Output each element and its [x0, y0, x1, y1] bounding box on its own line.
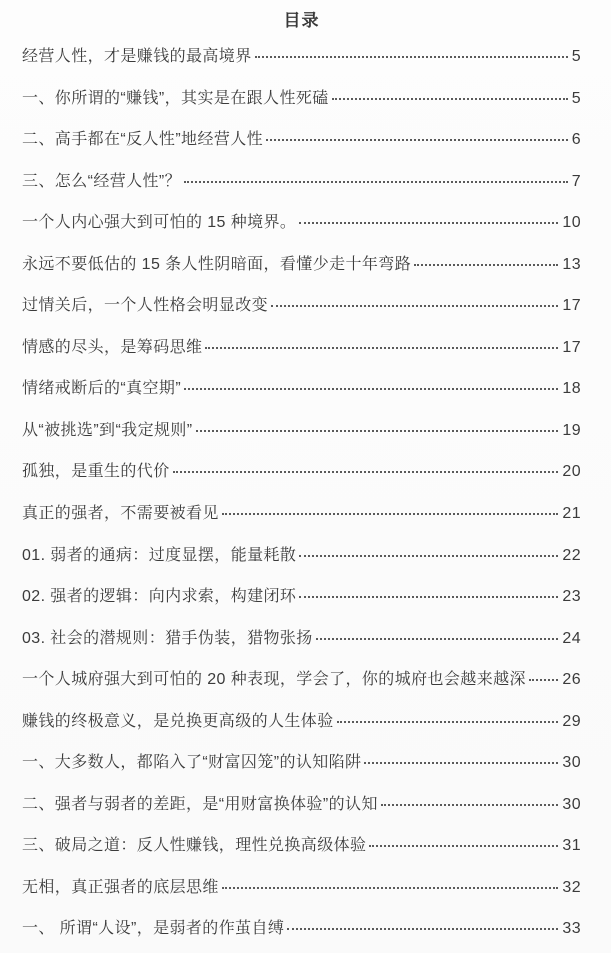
- dot-leader: [287, 928, 558, 930]
- toc-entry-page-number: 29: [562, 712, 581, 730]
- toc-entry-page-number: 13: [562, 255, 581, 273]
- toc-entry[interactable]: [22, 493, 581, 535]
- toc-entry-title: 一个人城府强大到可怕的 20 种表现，学会了，你的城府也会越来越深: [22, 671, 526, 689]
- dot-leader: [205, 347, 558, 349]
- dot-leader: [299, 555, 558, 557]
- dot-leader: [381, 804, 559, 806]
- toc-entry-page-number: 22: [562, 546, 581, 564]
- dot-leader: [173, 471, 559, 473]
- dot-leader: [369, 845, 558, 847]
- toc-entry-page-number: 33: [562, 920, 581, 938]
- toc-entry-page-number: 26: [562, 671, 581, 689]
- toc-entry[interactable]: [22, 36, 581, 78]
- toc-entry-title: 一、你所谓的“赚钱”，其实是在跟人性死磕: [22, 89, 329, 107]
- toc-entry-title: 永远不要低估的 15 条人性阴暗面，看懂少走十年弯路: [22, 255, 412, 273]
- toc-entry-page-number: 30: [562, 754, 581, 772]
- toc-entry-page-number: 5: [571, 89, 581, 107]
- toc-entry-page-number: 24: [562, 629, 581, 647]
- toc-entry-page-number: 17: [562, 297, 581, 315]
- toc-entry-title: 经营人性，才是赚钱的最高境界: [22, 48, 252, 65]
- toc-entry[interactable]: [22, 410, 581, 452]
- dot-leader: [222, 887, 559, 889]
- toc-entry[interactable]: [22, 244, 581, 286]
- toc-entry-title: 一、 所谓“人设”，是弱者的作茧自缚: [22, 920, 285, 938]
- toc-entry-title: 一个人内心强大到可怕的 15 种境界。: [22, 214, 297, 232]
- toc-entry-title: 03. 社会的潜规则：猎手伪装，猎物张扬: [22, 629, 313, 647]
- toc-entry-page-number: 10: [562, 214, 581, 232]
- dot-leader: [255, 56, 568, 58]
- toc-entry-page-number: 6: [571, 131, 581, 149]
- toc-entry-title: 一、大多数人，都陷入了“财富囚笼”的认知陷阱: [22, 754, 362, 772]
- toc-entry-page-number: 7: [571, 172, 581, 190]
- toc-entry-page-number: 5: [571, 48, 581, 65]
- toc-entry[interactable]: [22, 78, 581, 120]
- toc-entry-title: 真正的强者，不需要被看见: [22, 505, 219, 523]
- toc-entry[interactable]: [22, 825, 581, 867]
- toc-entry[interactable]: [22, 368, 581, 410]
- toc-entry[interactable]: [22, 119, 581, 161]
- toc-entry-title: 二、高手都在“反人性”地经营人性: [22, 131, 264, 149]
- dot-leader: [364, 762, 558, 764]
- toc-entry-title: 三、怎么“经营人性”？: [22, 172, 182, 190]
- toc-entry[interactable]: [22, 867, 581, 909]
- toc-entry-page-number: 19: [562, 421, 581, 439]
- toc-entry-title: 三、破局之道：反人性赚钱，理性兑换高级体验: [22, 837, 367, 855]
- toc-entry[interactable]: [22, 659, 581, 701]
- toc-entry-title: 孤独，是重生的代价: [22, 463, 170, 481]
- toc-entry-page-number: 31: [562, 837, 581, 855]
- dot-leader: [316, 638, 559, 640]
- toc-entry[interactable]: [22, 908, 581, 950]
- dot-leader: [529, 679, 559, 681]
- page-title: 目录: [283, 11, 320, 30]
- toc-entry[interactable]: [22, 451, 581, 493]
- toc-entry-title: 情绪戒断后的“真空期”: [22, 380, 182, 398]
- toc-entry[interactable]: [22, 202, 581, 244]
- toc-entry-title: 过情关后，一个人性格会明显改变: [22, 297, 269, 315]
- toc-entry[interactable]: [22, 576, 581, 618]
- toc-entry-page-number: 32: [562, 878, 581, 896]
- dot-leader: [271, 305, 558, 307]
- dot-leader: [299, 222, 558, 224]
- toc-entry-title: 01. 弱者的通病：过度显摆，能量耗散: [22, 546, 297, 564]
- dot-leader: [414, 264, 558, 266]
- toc-entry-title: 无相，真正强者的底层思维: [22, 878, 219, 896]
- toc-entry-title: 赚钱的终极意义，是兑换更高级的人生体验: [22, 712, 334, 730]
- toc-entry[interactable]: [22, 161, 581, 203]
- dot-leader: [337, 721, 559, 723]
- toc-entry-title: 情感的尽头，是筹码思维: [22, 338, 203, 356]
- toc-entry[interactable]: [22, 701, 581, 743]
- toc-entry[interactable]: [22, 742, 581, 784]
- toc-entry[interactable]: [22, 327, 581, 369]
- toc-entry-page-number: 23: [562, 588, 581, 606]
- dot-leader: [299, 596, 558, 598]
- toc-entry-page-number: 18: [562, 380, 581, 398]
- toc-entry[interactable]: [22, 784, 581, 826]
- dot-leader: [266, 139, 568, 141]
- dot-leader: [332, 98, 568, 100]
- toc-entry[interactable]: [22, 535, 581, 577]
- toc-entry[interactable]: [22, 285, 581, 327]
- toc-entry-page-number: 20: [562, 463, 581, 481]
- dot-leader: [184, 388, 558, 390]
- toc-entry-page-number: 21: [562, 505, 581, 523]
- toc-entry-title: 从“被挑选”到“我定规则”: [22, 421, 193, 439]
- toc-entry-page-number: 30: [562, 795, 581, 813]
- toc-list: [22, 36, 581, 950]
- dot-leader: [222, 513, 559, 515]
- toc-entry-page-number: 17: [562, 338, 581, 356]
- toc-entry-title: 02. 强者的逻辑：向内求索，构建闭环: [22, 588, 297, 606]
- dot-leader: [196, 430, 559, 432]
- toc-entry-title: 二、强者与弱者的差距，是“用财富换体验”的认知: [22, 795, 378, 813]
- dot-leader: [184, 181, 568, 183]
- toc-entry[interactable]: [22, 618, 581, 660]
